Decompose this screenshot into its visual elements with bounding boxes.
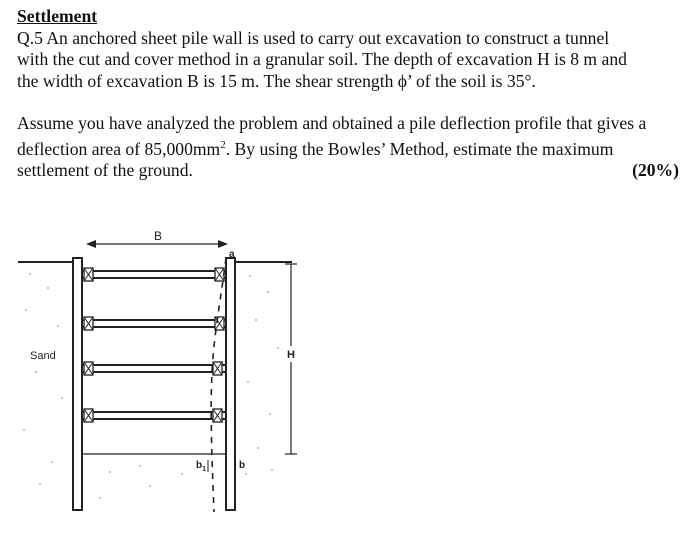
strut-2 [82,317,226,330]
left-sheet-pile [73,258,82,510]
label-a: a [229,249,235,260]
question-line-4: Assume you have analyzed the problem and obtained a pile deflection profile that gives a [17,113,647,133]
label-H: H [287,349,295,361]
section-heading: Settlement [17,6,98,26]
label-b1: $b_1$ [196,460,207,473]
deflection-area-text: deflection area of 85,000mm [17,138,221,159]
strut-3 [82,362,226,375]
question-line-5 [17,135,681,160]
label-sand: Sand [30,350,56,362]
question-paragraph-2 [17,113,681,181]
deflection-profile [211,258,226,512]
bowles-method-text: . By using the Bowles’ Method, estimate the maximum [225,138,614,159]
question-line-1: Q.5 An anchored sheet pile wall is used to carry out excavation to construct a tunnel [17,27,610,48]
marks-weight: (20%) [632,159,679,180]
label-B: B [153,229,163,243]
sheet-pile-diagram [0,222,700,543]
question-text [17,6,681,181]
right-sheet-pile [226,258,235,510]
question-line-2: with the cut and cover method in a granular soil. The depth of excavation H is 8 m and [17,49,627,69]
question-line-6: settlement of the ground. [17,159,193,180]
question-line-3: the width of excavation B is 15 m. The shear strength ϕ’ of the soil is 35°. [17,70,536,91]
squared-superscript: 2 [220,138,226,151]
strut-1 [82,268,226,281]
label-b: b [239,460,246,471]
question-paragraph-1 [17,28,681,93]
strut-4 [82,409,226,422]
